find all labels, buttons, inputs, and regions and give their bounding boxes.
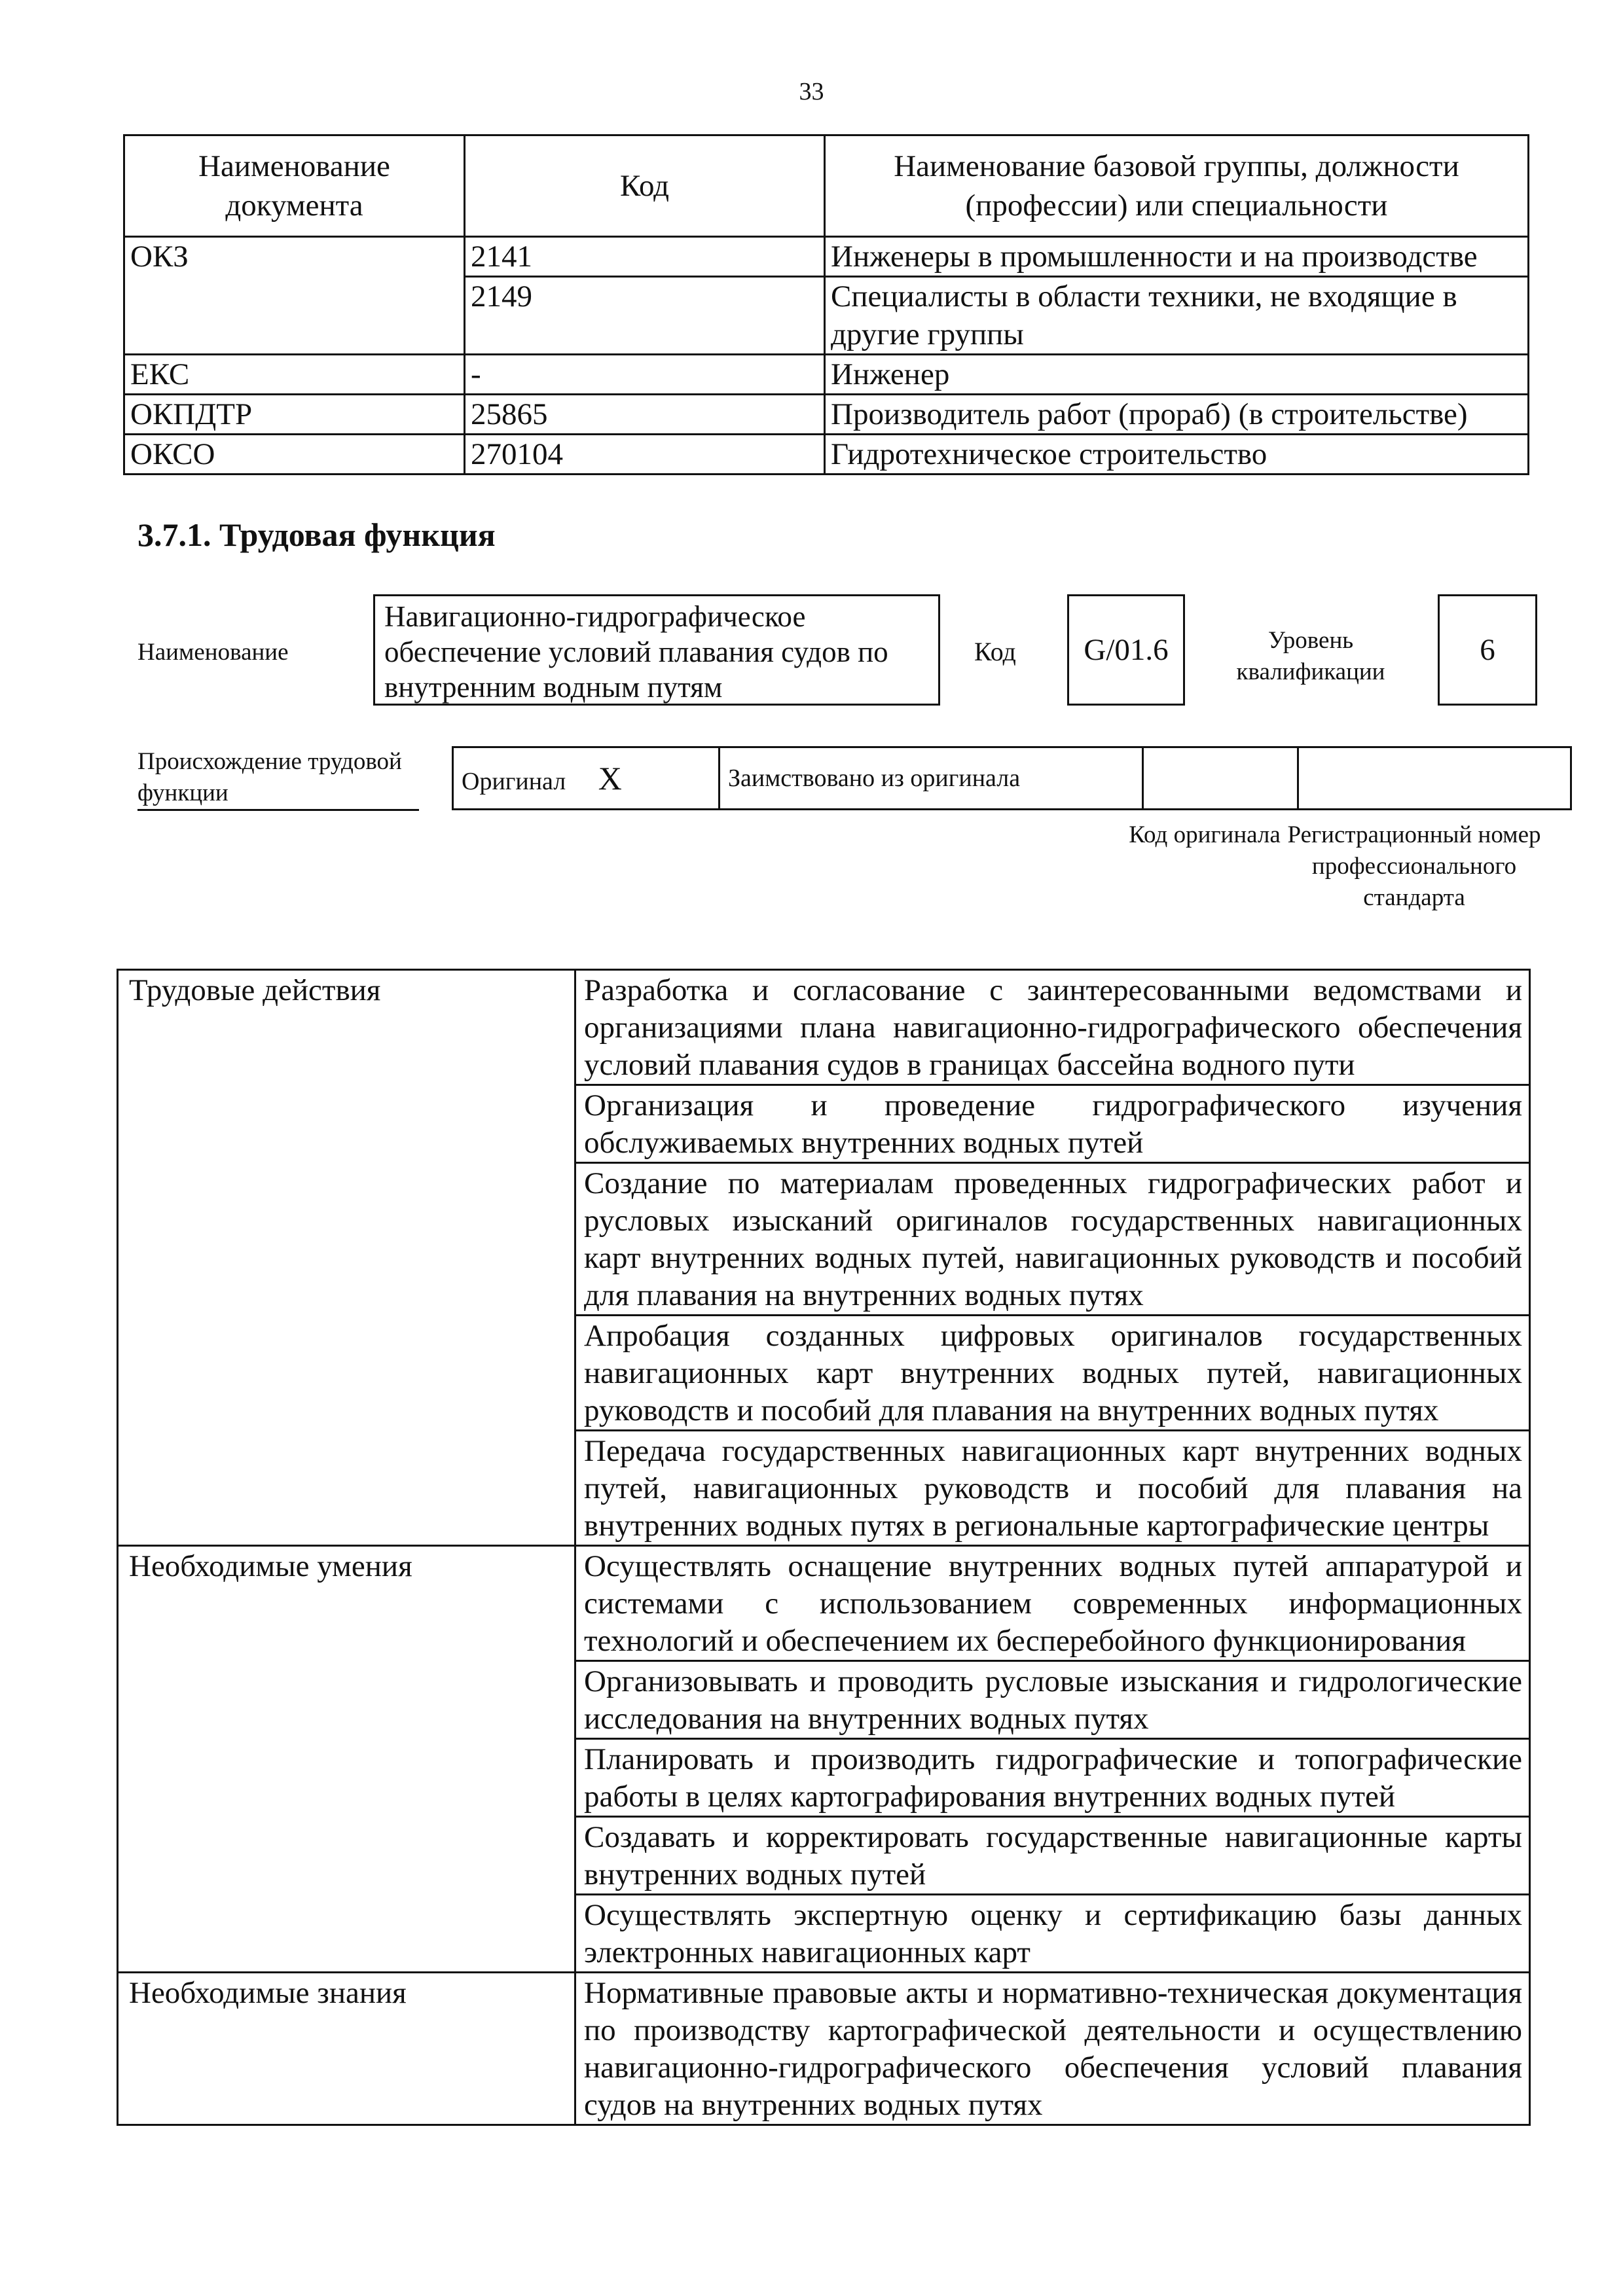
- table-cell-name: Специалисты в области техники, не входящие в другие группы: [825, 277, 1529, 355]
- table-cell-item: Планировать и производить гидрографические и топографические работы в целях картографирования внутренних водных путей: [575, 1739, 1530, 1817]
- category-required-knowledge: Необходимые знания: [118, 1973, 575, 2125]
- table-row: [124, 237, 1529, 277]
- table-cell-name: Инженер: [825, 355, 1529, 395]
- table-cell-item: Нормативные правовые акты и нормативно-техническая документация по производству картографической деятельности и осуществлению навигационно-гидрографического обеспечения условий плавания судов на внутренних водных путях: [575, 1973, 1530, 2125]
- function-name-box: Навигационно-гидрографическое обеспечение условий плавания судов по внутренним водным путям: [373, 594, 940, 706]
- table-cell-item: Организация и проведение гидрографического изучения обслуживаемых внутренних водных путей: [575, 1085, 1530, 1163]
- borrowed-label: Заимствовано из оригинала: [720, 747, 1143, 810]
- table-cell-item: Разработка и согласование с заинтересованными ведомствами и организациями плана навигационно-гидрографического обеспечения условий плавания судов в границах бассейна водного пути: [575, 970, 1530, 1085]
- table-row: [118, 1973, 1530, 2125]
- table-cell-name: Гидротехническое строительство: [825, 435, 1529, 475]
- code-label: Код: [974, 637, 1016, 666]
- table-cell-item: Организовывать и проводить русловые изыскания и гидрологические исследования на внутренних водных путях: [575, 1661, 1530, 1739]
- table-row: [124, 355, 1529, 395]
- table-cell-item: Передача государственных навигационных карт внутренних водных путей, навигационных руководств и пособий для плавания на внутренних водных путях в региональные картографические центры: [575, 1431, 1530, 1546]
- qualification-level-box: [1438, 594, 1537, 706]
- table-cell-doc: ОКСО: [124, 435, 465, 475]
- table-cell-doc: ОКПДТР: [124, 395, 465, 435]
- page-number: 33: [799, 78, 824, 105]
- table-row: [124, 435, 1529, 475]
- table-cell-code: 270104: [465, 435, 825, 475]
- table-row: [118, 970, 1530, 1085]
- table-header-row: [124, 135, 1529, 237]
- table-cell-item: Осуществлять оснащение внутренних водных путей аппаратурой и системами с использованием современных информационных технологий и обеспечением их бесперебойного функционирования: [575, 1546, 1530, 1661]
- table-cell-code: 2149: [465, 277, 825, 355]
- code-original-caption: Код оригинала: [1129, 821, 1281, 848]
- table-row: [118, 1546, 1530, 1661]
- function-code-value: G/01.6: [1084, 633, 1169, 667]
- name-label: Наименование: [137, 639, 289, 666]
- origin-code-cell: [1143, 747, 1298, 810]
- original-mark: X: [598, 760, 622, 797]
- table-cell-name: Производитель работ (прораб) (в строительстве): [825, 395, 1529, 435]
- table-cell-item: Создавать и корректировать государственные навигационные карты внутренних водных путей: [575, 1817, 1530, 1895]
- reg-number-caption: Регистрационный номер профессионального стандарта: [1287, 821, 1541, 911]
- column-header-code: Код: [465, 135, 825, 237]
- origin-row: [453, 747, 1571, 810]
- category-labor-actions: Трудовые действия: [118, 970, 575, 1546]
- classification-codes-table: [123, 134, 1529, 475]
- table-cell-item: Создание по материалам проведенных гидрографических работ и русловых изысканий оригиналов государственных навигационных карт внутренних водных путей, навигационных руководств и пособий для плавания на внутренних водных путях: [575, 1163, 1530, 1316]
- table-cell-code: -: [465, 355, 825, 395]
- origin-original-cell: [453, 747, 720, 810]
- origin-table: [452, 746, 1572, 810]
- column-header-name: Наименование базовой группы, должности (профессии) или специальности: [825, 135, 1529, 237]
- column-header-document: Наименование документа: [124, 135, 465, 237]
- table-cell-item: Осуществлять экспертную оценку и сертификацию базы данных электронных навигационных карт: [575, 1895, 1530, 1973]
- labor-function-table: [117, 969, 1531, 2126]
- original-label: Оригинал: [462, 768, 566, 795]
- section-heading: 3.7.1. Трудовая функция: [137, 516, 496, 553]
- category-required-skills: Необходимые умения: [118, 1546, 575, 1973]
- table-cell-doc: ЕКС: [124, 355, 465, 395]
- table-cell-code: 25865: [465, 395, 825, 435]
- table-cell-name: Инженеры в промышленности и на производстве: [825, 237, 1529, 277]
- qualification-level-value: 6: [1480, 633, 1495, 667]
- table-cell-code: 2141: [465, 237, 825, 277]
- origin-reg-number-cell: [1298, 747, 1571, 810]
- table-cell-item: Апробация созданных цифровых оригиналов государственных навигационных карт внутренних водных путей, навигационных руководств и пособий для плавания на внутренних водных путях: [575, 1316, 1530, 1431]
- level-label: Уровень квалификации: [1236, 627, 1385, 685]
- function-code-box: [1067, 594, 1185, 706]
- origin-label: Происхождение трудовой функции: [137, 746, 419, 811]
- table-cell-doc: ОКЗ: [124, 237, 465, 355]
- table-row: [124, 395, 1529, 435]
